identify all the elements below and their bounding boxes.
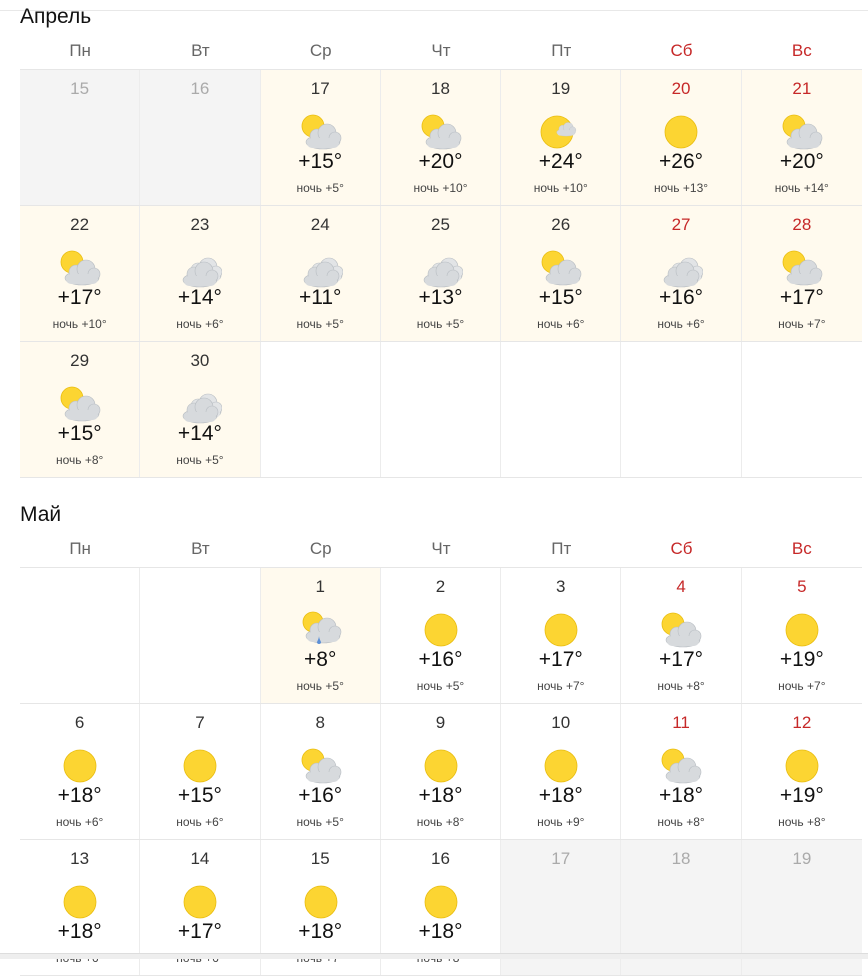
night-value: +5°: [325, 317, 344, 331]
week-row: [20, 704, 862, 840]
day-cell-17[interactable]: [261, 70, 381, 205]
sun-icon: [780, 742, 824, 786]
day-cell-12[interactable]: [742, 704, 862, 839]
night-prefix: ночь: [537, 815, 563, 829]
empty-day-cell: [261, 342, 381, 477]
weekday-label: Пн: [69, 539, 91, 558]
day-temperature: +14°: [177, 422, 222, 445]
cloudy-icon: [659, 244, 703, 288]
day-cell-7[interactable]: [140, 704, 260, 839]
night-prefix: ночь: [778, 815, 804, 829]
weekday-label: Пт: [551, 539, 572, 558]
night-value: +14°: [803, 181, 829, 195]
day-cell-3[interactable]: [501, 568, 621, 703]
night-value: +5°: [325, 815, 344, 829]
night-temperature: [501, 815, 620, 829]
empty-day-cell: [20, 568, 140, 703]
day-number: 22: [70, 215, 90, 234]
week-row: [20, 342, 862, 478]
day-number: 4: [676, 577, 686, 596]
day-temperature: +8°: [304, 648, 337, 671]
night-value: +10°: [81, 317, 107, 331]
day-number: 19: [551, 79, 571, 98]
night-temperature: [261, 317, 380, 331]
day-number: 7: [195, 713, 205, 732]
partly-cloudy-icon: [659, 606, 703, 650]
day-number: 3: [556, 577, 566, 596]
day-number: 14: [190, 849, 210, 868]
weekday-label: Пт: [551, 41, 572, 60]
day-temperature: +18°: [298, 920, 343, 943]
month-title-april: Апрель: [20, 5, 92, 28]
weekday-header: [20, 33, 862, 69]
day-cell-4[interactable]: [621, 568, 741, 703]
night-temperature: [621, 181, 740, 195]
day-number: 6: [74, 713, 85, 732]
day-temperature: +13°: [418, 286, 463, 309]
sun-icon: [539, 606, 583, 650]
night-value: +5°: [445, 679, 465, 693]
night-value: +8°: [686, 679, 705, 693]
day-cell-28[interactable]: [742, 206, 862, 341]
day-number: 13: [70, 849, 90, 868]
day-number: 28: [792, 215, 812, 234]
day-number: 15: [70, 79, 90, 98]
night-value: +6°: [84, 815, 104, 829]
cloudy-icon: [178, 244, 222, 288]
sun-icon: [58, 742, 102, 786]
day-number: 20: [671, 79, 691, 98]
day-cell-27[interactable]: [621, 206, 741, 341]
week-row: [20, 206, 862, 342]
partly-cloudy-icon: [58, 244, 102, 288]
night-prefix: ночь: [176, 815, 202, 829]
rain-icon: [299, 606, 343, 650]
day-cell-10[interactable]: [501, 704, 621, 839]
day-temperature: +17°: [779, 286, 824, 309]
day-temperature: +15°: [177, 784, 222, 807]
day-number: 23: [190, 215, 210, 234]
night-temperature: [261, 679, 380, 693]
day-temperature: +15°: [298, 150, 343, 173]
weeks-container: [20, 69, 862, 478]
sun-icon: [58, 878, 102, 922]
night-temperature: [742, 815, 862, 829]
weeks-container: [20, 567, 862, 976]
partly-cloudy-icon: [780, 108, 824, 152]
day-number: 16: [431, 849, 450, 868]
night-temperature: [261, 181, 380, 195]
day-number: 15: [310, 849, 330, 868]
weekday-header: [20, 531, 862, 567]
night-prefix: ночь: [657, 317, 683, 331]
night-temperature: [20, 317, 139, 331]
empty-day-cell: [501, 342, 621, 477]
top-divider: [0, 10, 868, 11]
night-value: +7°: [807, 679, 826, 693]
day-temperature: +16°: [659, 286, 704, 309]
night-value: +10°: [562, 181, 588, 195]
day-cell-19[interactable]: [501, 70, 621, 205]
night-prefix: ночь: [778, 679, 804, 693]
day-temperature: +14°: [177, 286, 222, 309]
weekday-label: Чт: [431, 539, 451, 558]
day-number: 16: [190, 79, 210, 98]
night-value: +6°: [205, 815, 224, 829]
sun-icon: [419, 878, 463, 922]
day-temperature: +20°: [418, 150, 463, 173]
night-value: +8°: [686, 815, 705, 829]
night-prefix: ночь: [413, 181, 439, 195]
day-cell-18[interactable]: [381, 70, 501, 205]
weekday-label: Вс: [791, 41, 812, 60]
sun-icon: [419, 742, 463, 786]
cloudy-icon: [178, 380, 222, 424]
day-cell-16: [140, 70, 260, 205]
sun-icon: [659, 108, 703, 152]
empty-day-cell: [621, 342, 741, 477]
partly-cloudy-icon: [58, 380, 102, 424]
day-number: 27: [671, 215, 691, 234]
partly-cloudy-icon: [419, 108, 463, 152]
night-value: +6°: [205, 317, 224, 331]
day-temperature: +19°: [779, 648, 824, 671]
month-title-may: Май: [20, 503, 62, 526]
night-prefix: ночь: [296, 317, 323, 331]
cloudy-icon: [299, 244, 343, 288]
night-prefix: ночь: [657, 679, 683, 693]
day-number: 18: [671, 849, 691, 868]
empty-day-cell: [140, 568, 260, 703]
day-number: 2: [435, 577, 446, 596]
day-number: 30: [190, 351, 210, 370]
night-temperature: [742, 317, 862, 331]
week-row: [20, 70, 862, 206]
day-cell-1[interactable]: [261, 568, 381, 703]
day-temperature: +15°: [57, 422, 102, 445]
day-number: 10: [551, 713, 571, 732]
day-temperature: +17°: [659, 648, 704, 671]
day-temperature: +18°: [57, 920, 102, 943]
night-prefix: ночь: [537, 317, 563, 331]
weekday-label: Сб: [670, 41, 693, 60]
empty-day-cell: [381, 342, 501, 477]
day-temperature: +17°: [538, 648, 583, 671]
day-cell-25[interactable]: [381, 206, 501, 341]
weekday-label: Вт: [191, 41, 210, 60]
day-cell-5[interactable]: [742, 568, 862, 703]
sun-icon: [419, 606, 463, 650]
day-temperature: +24°: [538, 150, 583, 173]
day-temperature: +15°: [538, 286, 583, 309]
day-number: 26: [551, 215, 571, 234]
night-value: +6°: [565, 317, 585, 331]
day-temperature: +17°: [177, 920, 222, 943]
day-number: 11: [672, 713, 690, 732]
night-value: +8°: [807, 815, 826, 829]
weekday-label: Ср: [309, 539, 332, 558]
night-prefix: ночь: [778, 317, 804, 331]
night-temperature: [140, 453, 259, 467]
night-prefix: ночь: [296, 679, 323, 693]
sun-icon: [178, 742, 222, 786]
night-value: +5°: [325, 181, 344, 195]
night-value: +5°: [445, 317, 465, 331]
calendar-may: [20, 531, 862, 976]
week-row: [20, 568, 862, 704]
night-prefix: ночь: [654, 181, 680, 195]
night-prefix: ночь: [537, 679, 563, 693]
night-temperature: [621, 815, 740, 829]
night-temperature: [261, 815, 380, 829]
night-temperature: [381, 815, 500, 829]
day-cell-8[interactable]: [261, 704, 381, 839]
day-number: 19: [792, 849, 812, 868]
day-temperature: +16°: [298, 784, 343, 807]
day-cell-21[interactable]: [742, 70, 862, 205]
night-temperature: [140, 317, 259, 331]
day-temperature: +17°: [57, 286, 102, 309]
night-value: +5°: [325, 679, 344, 693]
night-prefix: ночь: [657, 815, 683, 829]
scroll-edge: [0, 953, 868, 959]
partly-cloudy-icon: [539, 244, 583, 288]
day-temperature: +11°: [298, 286, 342, 309]
night-prefix: ночь: [416, 317, 443, 331]
day-cell-30[interactable]: [140, 342, 260, 477]
weekday-label: Ср: [309, 41, 332, 60]
weekday-label: Сб: [670, 539, 693, 558]
day-number: 12: [792, 713, 812, 732]
partly-cloudy-icon: [659, 742, 703, 786]
day-number: 5: [797, 577, 807, 596]
day-number: 21: [792, 79, 812, 98]
day-temperature: +16°: [418, 648, 463, 671]
night-value: +9°: [565, 815, 585, 829]
night-value: +5°: [205, 453, 224, 467]
night-temperature: [381, 679, 500, 693]
mostly-sunny-icon: [539, 108, 583, 152]
night-temperature: [20, 453, 139, 467]
night-value: +10°: [442, 181, 468, 195]
sun-icon: [539, 742, 583, 786]
night-temperature: [742, 679, 862, 693]
day-temperature: +18°: [418, 920, 463, 943]
day-cell-2[interactable]: [381, 568, 501, 703]
night-prefix: ночь: [176, 317, 202, 331]
night-value: +13°: [682, 181, 709, 195]
day-cell-23[interactable]: [140, 206, 260, 341]
night-prefix: ночь: [296, 815, 323, 829]
day-temperature: +26°: [659, 150, 704, 173]
night-temperature: [20, 815, 139, 829]
day-cell-24[interactable]: [261, 206, 381, 341]
empty-day-cell: [742, 342, 862, 477]
weekday-label: Вс: [791, 539, 812, 558]
day-cell-29[interactable]: [20, 342, 140, 477]
night-temperature: [501, 679, 620, 693]
day-number: 8: [315, 713, 325, 732]
day-temperature: +19°: [779, 784, 824, 807]
day-temperature: +18°: [418, 784, 463, 807]
night-value: +6°: [686, 317, 705, 331]
sun-icon: [178, 878, 222, 922]
night-temperature: [381, 181, 500, 195]
day-number: 18: [431, 79, 450, 98]
day-temperature: +20°: [779, 150, 824, 173]
day-number: 1: [315, 577, 325, 596]
day-cell-26[interactable]: [501, 206, 621, 341]
night-temperature: [140, 815, 259, 829]
sun-icon: [780, 606, 824, 650]
night-prefix: ночь: [774, 181, 801, 195]
night-prefix: ночь: [416, 679, 443, 693]
day-number: 29: [70, 351, 90, 370]
day-temperature: +18°: [538, 784, 583, 807]
weekday-label: Чт: [431, 41, 451, 60]
day-number: 17: [551, 849, 571, 868]
sun-icon: [299, 878, 343, 922]
day-temperature: +18°: [659, 784, 704, 807]
night-prefix: ночь: [296, 181, 323, 195]
night-temperature: [501, 181, 620, 195]
day-cell-9[interactable]: [381, 704, 501, 839]
night-value: +7°: [565, 679, 585, 693]
night-temperature: [621, 679, 740, 693]
night-temperature: [381, 317, 500, 331]
night-prefix: ночь: [416, 815, 443, 829]
day-temperature: +18°: [57, 784, 102, 807]
night-value: +8°: [445, 815, 465, 829]
day-number: 24: [310, 215, 330, 234]
day-number: 25: [431, 215, 450, 234]
day-cell-15: [20, 70, 140, 205]
partly-cloudy-icon: [780, 244, 824, 288]
night-prefix: ночь: [55, 815, 82, 829]
day-number: 9: [435, 713, 446, 732]
night-value: +7°: [807, 317, 826, 331]
weekday-label: Пн: [69, 41, 91, 60]
night-temperature: [742, 181, 862, 195]
calendar-april: [20, 33, 862, 478]
night-value: +8°: [84, 453, 104, 467]
day-number: 17: [310, 79, 330, 98]
weekday-label: Вт: [191, 539, 210, 558]
night-prefix: ночь: [533, 181, 560, 195]
partly-cloudy-icon: [299, 108, 343, 152]
day-cell-11[interactable]: [621, 704, 741, 839]
partly-cloudy-icon: [299, 742, 343, 786]
day-cell-6[interactable]: [20, 704, 140, 839]
day-cell-20[interactable]: [621, 70, 741, 205]
night-temperature: [621, 317, 740, 331]
night-prefix: ночь: [52, 317, 79, 331]
night-prefix: ночь: [176, 453, 202, 467]
night-temperature: [501, 317, 620, 331]
night-prefix: ночь: [55, 453, 82, 467]
cloudy-icon: [419, 244, 463, 288]
day-cell-22[interactable]: [20, 206, 140, 341]
